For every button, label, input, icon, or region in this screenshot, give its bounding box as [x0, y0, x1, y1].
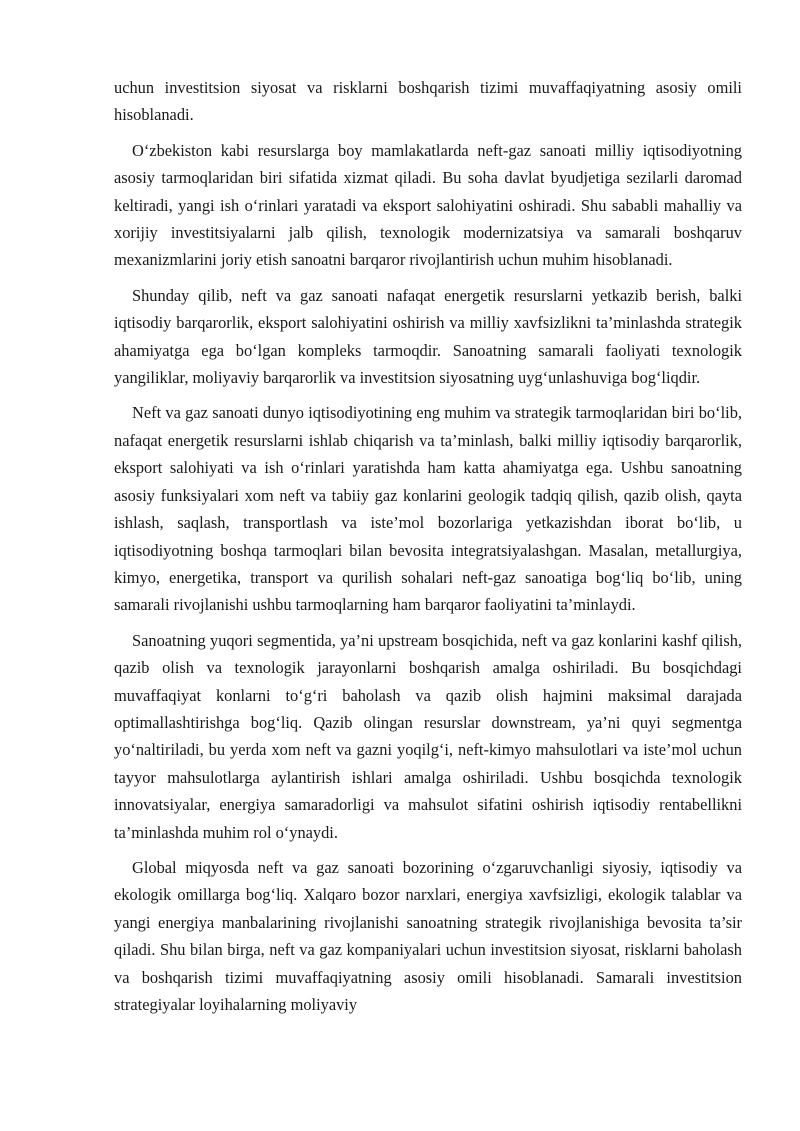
- paragraph-continuation: uchun investitsion siyosat va risklarni boshqarish tizimi muvaffaqiyatning asosiy omili hisoblanadi.: [114, 78, 742, 125]
- paragraph: Neft va gaz sanoati dunyo iqtisodiyotining eng muhim va strategik tarmoqlaridan biri bo‘lib, nafaqat energetik resurslarni ishlab chiqarish va ta’minlash, balki milliy iqtisodiy barqarorlik, eksport salohiyati va ish o‘rinlari yaratishda ham katta ahamiyatga ega. Ushbu sanoatning asosiy funksiyalari xom neft va tabiiy gaz konlarini geologik tadqiq qilish, qazib olish, qayta ishlash, saqlash, transportlash va iste’mol bozorlariga yetkazishdan iborat bo‘lib, u iqtisodiyotning boshqa tarmoqlari bilan bevosita integratsiyalashgan. Masalan, metallurgiya, kimyo, energetika, transport va qurilish sohalari neft-gaz sanoatiga bog‘liq bo‘lib, uning samarali rivojlanishi ushbu tarmoqlarning ham barqaror faoliyatini ta’minlaydi.: [114, 403, 742, 615]
- document-page: [114, 74, 742, 1026]
- paragraph: O‘zbekiston kabi resurslarga boy mamlakatlarda neft-gaz sanoati milliy iqtisodiyotning asosiy tarmoqlaridan biri sifatida xizmat qiladi. Bu soha davlat byudjetiga sezilarli daromad keltiradi, yangi ish o‘rinlari yaratadi va eksport salohiyatini oshiradi. Shu sababli mahalliy va xorijiy investitsiyalarni jalb qilish, texnologik modernizatsiya va samarali boshqaruv mexanizmlarini joriy etish sanoatni barqaror rivojlantirish uchun muhim hisoblanadi.: [114, 140, 742, 270]
- paragraph: Shunday qilib, neft va gaz sanoati nafaqat energetik resurslarni yetkazib berish, balki iqtisodiy barqarorlik, eksport salohiyatini oshirish va milliy xavfsizlikni ta’minlashda strategik ahamiyatga ega bo‘lgan kompleks tarmoqdir. Sanoatning samarali faoliyati texnologik yangiliklar, moliyaviy barqarorlik va investitsion siyosatning uyg‘unlashuviga bog‘liqdir.: [114, 285, 742, 388]
- paragraph: Sanoatning yuqori segmentida, ya’ni upstream bosqichida, neft va gaz konlarini kashf qilish, qazib olish va texnologik jarayonlarni boshqarish amalga oshiriladi. Bu bosqichdagi muvaffaqiyat konlarni to‘g‘ri baholash va qazib olish hajmini maksimal darajada optimallashtirishga bog‘liq. Qazib olingan resurslar downstream, ya’ni quyi segmentga yo‘naltiriladi, bu yerda xom neft va gazni yoqilg‘i, neft-kimyo mahsulotlari va iste’mol uchun tayyor mahsulotlarga aylantirish ishlari amalga oshiriladi. Ushbu bosqichda texnologik innovatsiyalar, energiya samaradorligi va mahsulot sifatini oshirish iqtisodiy rentabellikni ta’minlashda muhim rol o‘ynaydi.: [114, 630, 742, 842]
- paragraph: Global miqyosda neft va gaz sanoati bozorining o‘zgaruvchanligi siyosiy, iqtisodiy va ekologik omillarga bog‘liq. Xalqaro bozor narxlari, energiya xavfsizligi, ekologik talablar va yangi energiya manbalarining rivojlanishi sanoatning strategik rivojlanishiga bevosita ta’sir qiladi. Shu bilan birga, neft va gaz kompaniyalari uchun investitsion siyosat, risklarni baholash va boshqarish tizimi muvaffaqiyatning asosiy omili hisoblanadi. Samarali investitsion strategiyalar loyihalarning moliyaviy: [114, 857, 742, 1014]
